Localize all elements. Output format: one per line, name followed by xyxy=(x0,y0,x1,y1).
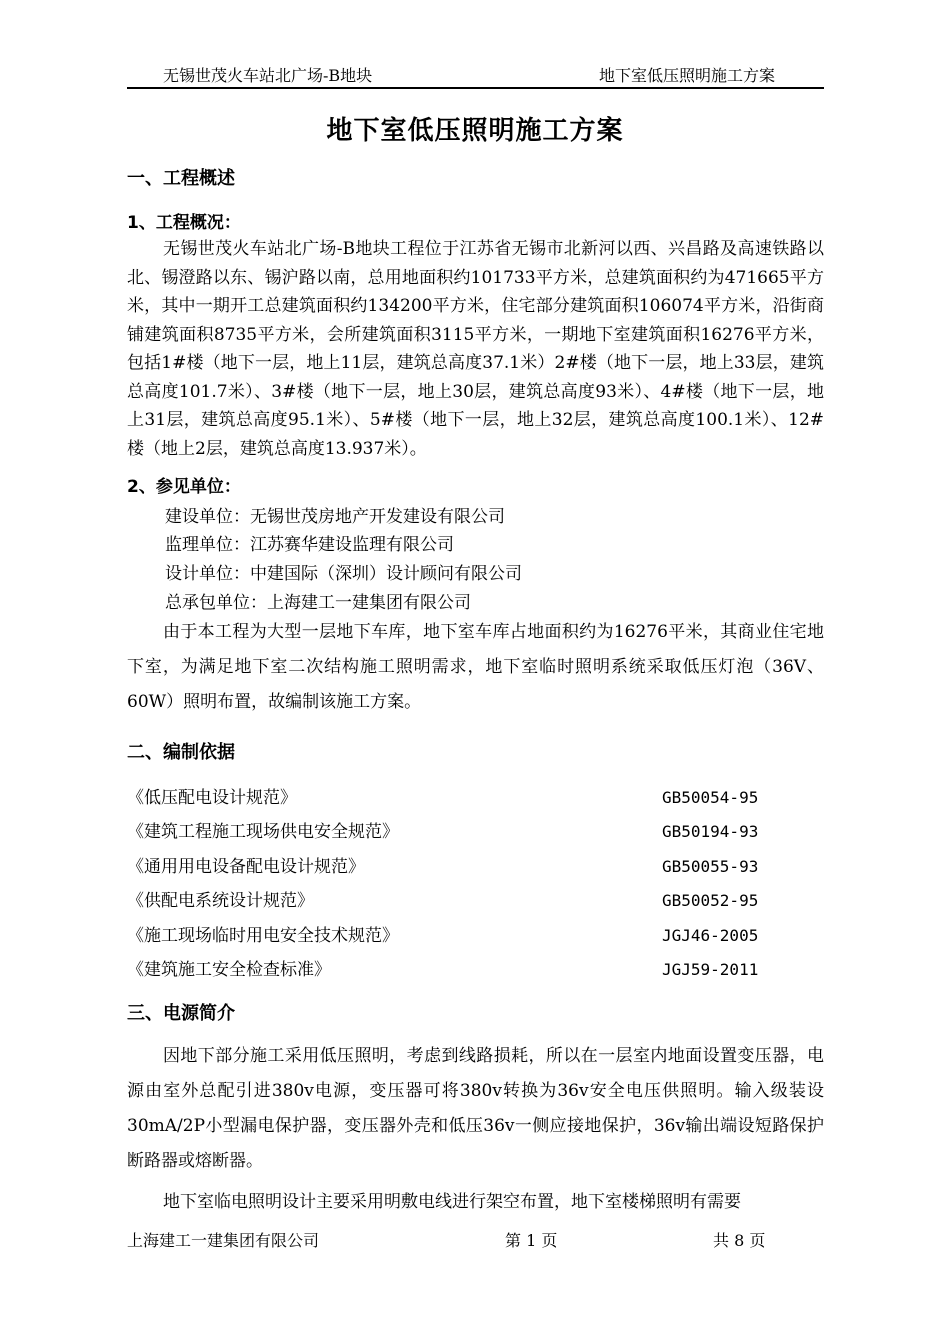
reference-code: GB50054-95 xyxy=(662,788,759,807)
section1-sub2-heading: 2、参见单位： xyxy=(127,477,241,497)
reference-name: 《供配电系统设计规范》 xyxy=(127,891,314,911)
footer-page-number: 第 1 页 xyxy=(505,1231,558,1250)
lighting-layout-paragraph: 地下室临电照明设计主要采用明敷电线进行架空布置，地下室楼梯照明有需要 xyxy=(163,1192,741,1212)
reference-name: 《通用用电设备配电设计规范》 xyxy=(127,857,365,877)
reference-code: GB50052-95 xyxy=(662,891,759,910)
unit-line: 监理单位：江苏赛华建设监理有限公司 xyxy=(165,535,454,555)
section2-heading: 二、编制依据 xyxy=(127,742,235,763)
unit-line: 总承包单位：上海建工一建集团有限公司 xyxy=(165,593,471,613)
project-overview-paragraph: 无锡世茂火车站北广场-B地块工程位于江苏省无锡市北新河以西、兴昌路及高速铁路以北、锡澄路以东、锡沪路以南，总用地面积约101733平方米，总建筑面积约为471665平方米，其中一期开工总建筑面积约134200平方米，住宅部分建筑面积106074平方米，沿街商铺建筑面积8735平方米，会所建筑面积3115平方米，一期地下室建筑面积16276平方米，包括1#楼（地下一层，地上11层，建筑总高度37.1米）2#楼（地下一层，地上33层，建筑总高度101.7米）、3#楼（地下一层，地上30层，建筑总高度93米）、4#楼（地下一层，地上31层，建筑总高度95.1米）、5#楼（地下一层，地上32层，建筑总高度100.1米）、12#楼（地上2层，建筑总高度13.937米）。 xyxy=(127,239,824,459)
unit-line: 设计单位：中建国际（深圳）设计顾问有限公司 xyxy=(165,564,522,584)
page-title: 地下室低压照明施工方案 xyxy=(326,116,624,146)
section1-sub1-heading: 1、工程概况： xyxy=(127,213,241,233)
footer-page-total: 共 8 页 xyxy=(713,1231,766,1250)
reference-code: JGJ46-2005 xyxy=(662,926,759,945)
header-project-name: 无锡世茂火车站北广场-B地块 xyxy=(163,66,373,85)
power-supply-paragraph: 因地下部分施工采用低压照明，考虑到线路损耗，所以在一层室内地面设置变压器，电源由室外总配引进380v电源，变压器可将380v转换为36v安全电压供照明。输入级装设30mA/2P小型漏电保护器，变压器外壳和低压36v一侧应接地保护，36v输出端设短路保护断路器或熔断器。 xyxy=(127,1046,824,1171)
section3-heading: 三、电源简介 xyxy=(127,1003,235,1024)
unit-line: 建设单位：无锡世茂房地产开发建设有限公司 xyxy=(165,507,505,527)
header-document-title: 地下室低压照明施工方案 xyxy=(599,66,776,85)
section1-heading: 一、工程概述 xyxy=(127,168,235,189)
header-divider xyxy=(127,87,824,89)
scope-paragraph: 由于本工程为大型一层地下车库，地下室车库占地面积约为16276平米，其商业住宅地下室，为满足地下室二次结构施工照明需求，地下室临时照明系统采取低压灯泡（36V、60W）照明布置，故编制该施工方案。 xyxy=(127,622,824,712)
reference-name: 《建筑施工安全检查标准》 xyxy=(127,960,331,980)
reference-name: 《建筑工程施工现场供电安全规范》 xyxy=(127,822,399,842)
footer-company: 上海建工一建集团有限公司 xyxy=(127,1231,320,1250)
reference-name: 《低压配电设计规范》 xyxy=(127,788,297,808)
reference-code: GB50055-93 xyxy=(662,857,759,876)
reference-code: JGJ59-2011 xyxy=(662,960,759,979)
reference-code: GB50194-93 xyxy=(662,822,759,841)
reference-name: 《施工现场临时用电安全技术规范》 xyxy=(127,926,399,946)
